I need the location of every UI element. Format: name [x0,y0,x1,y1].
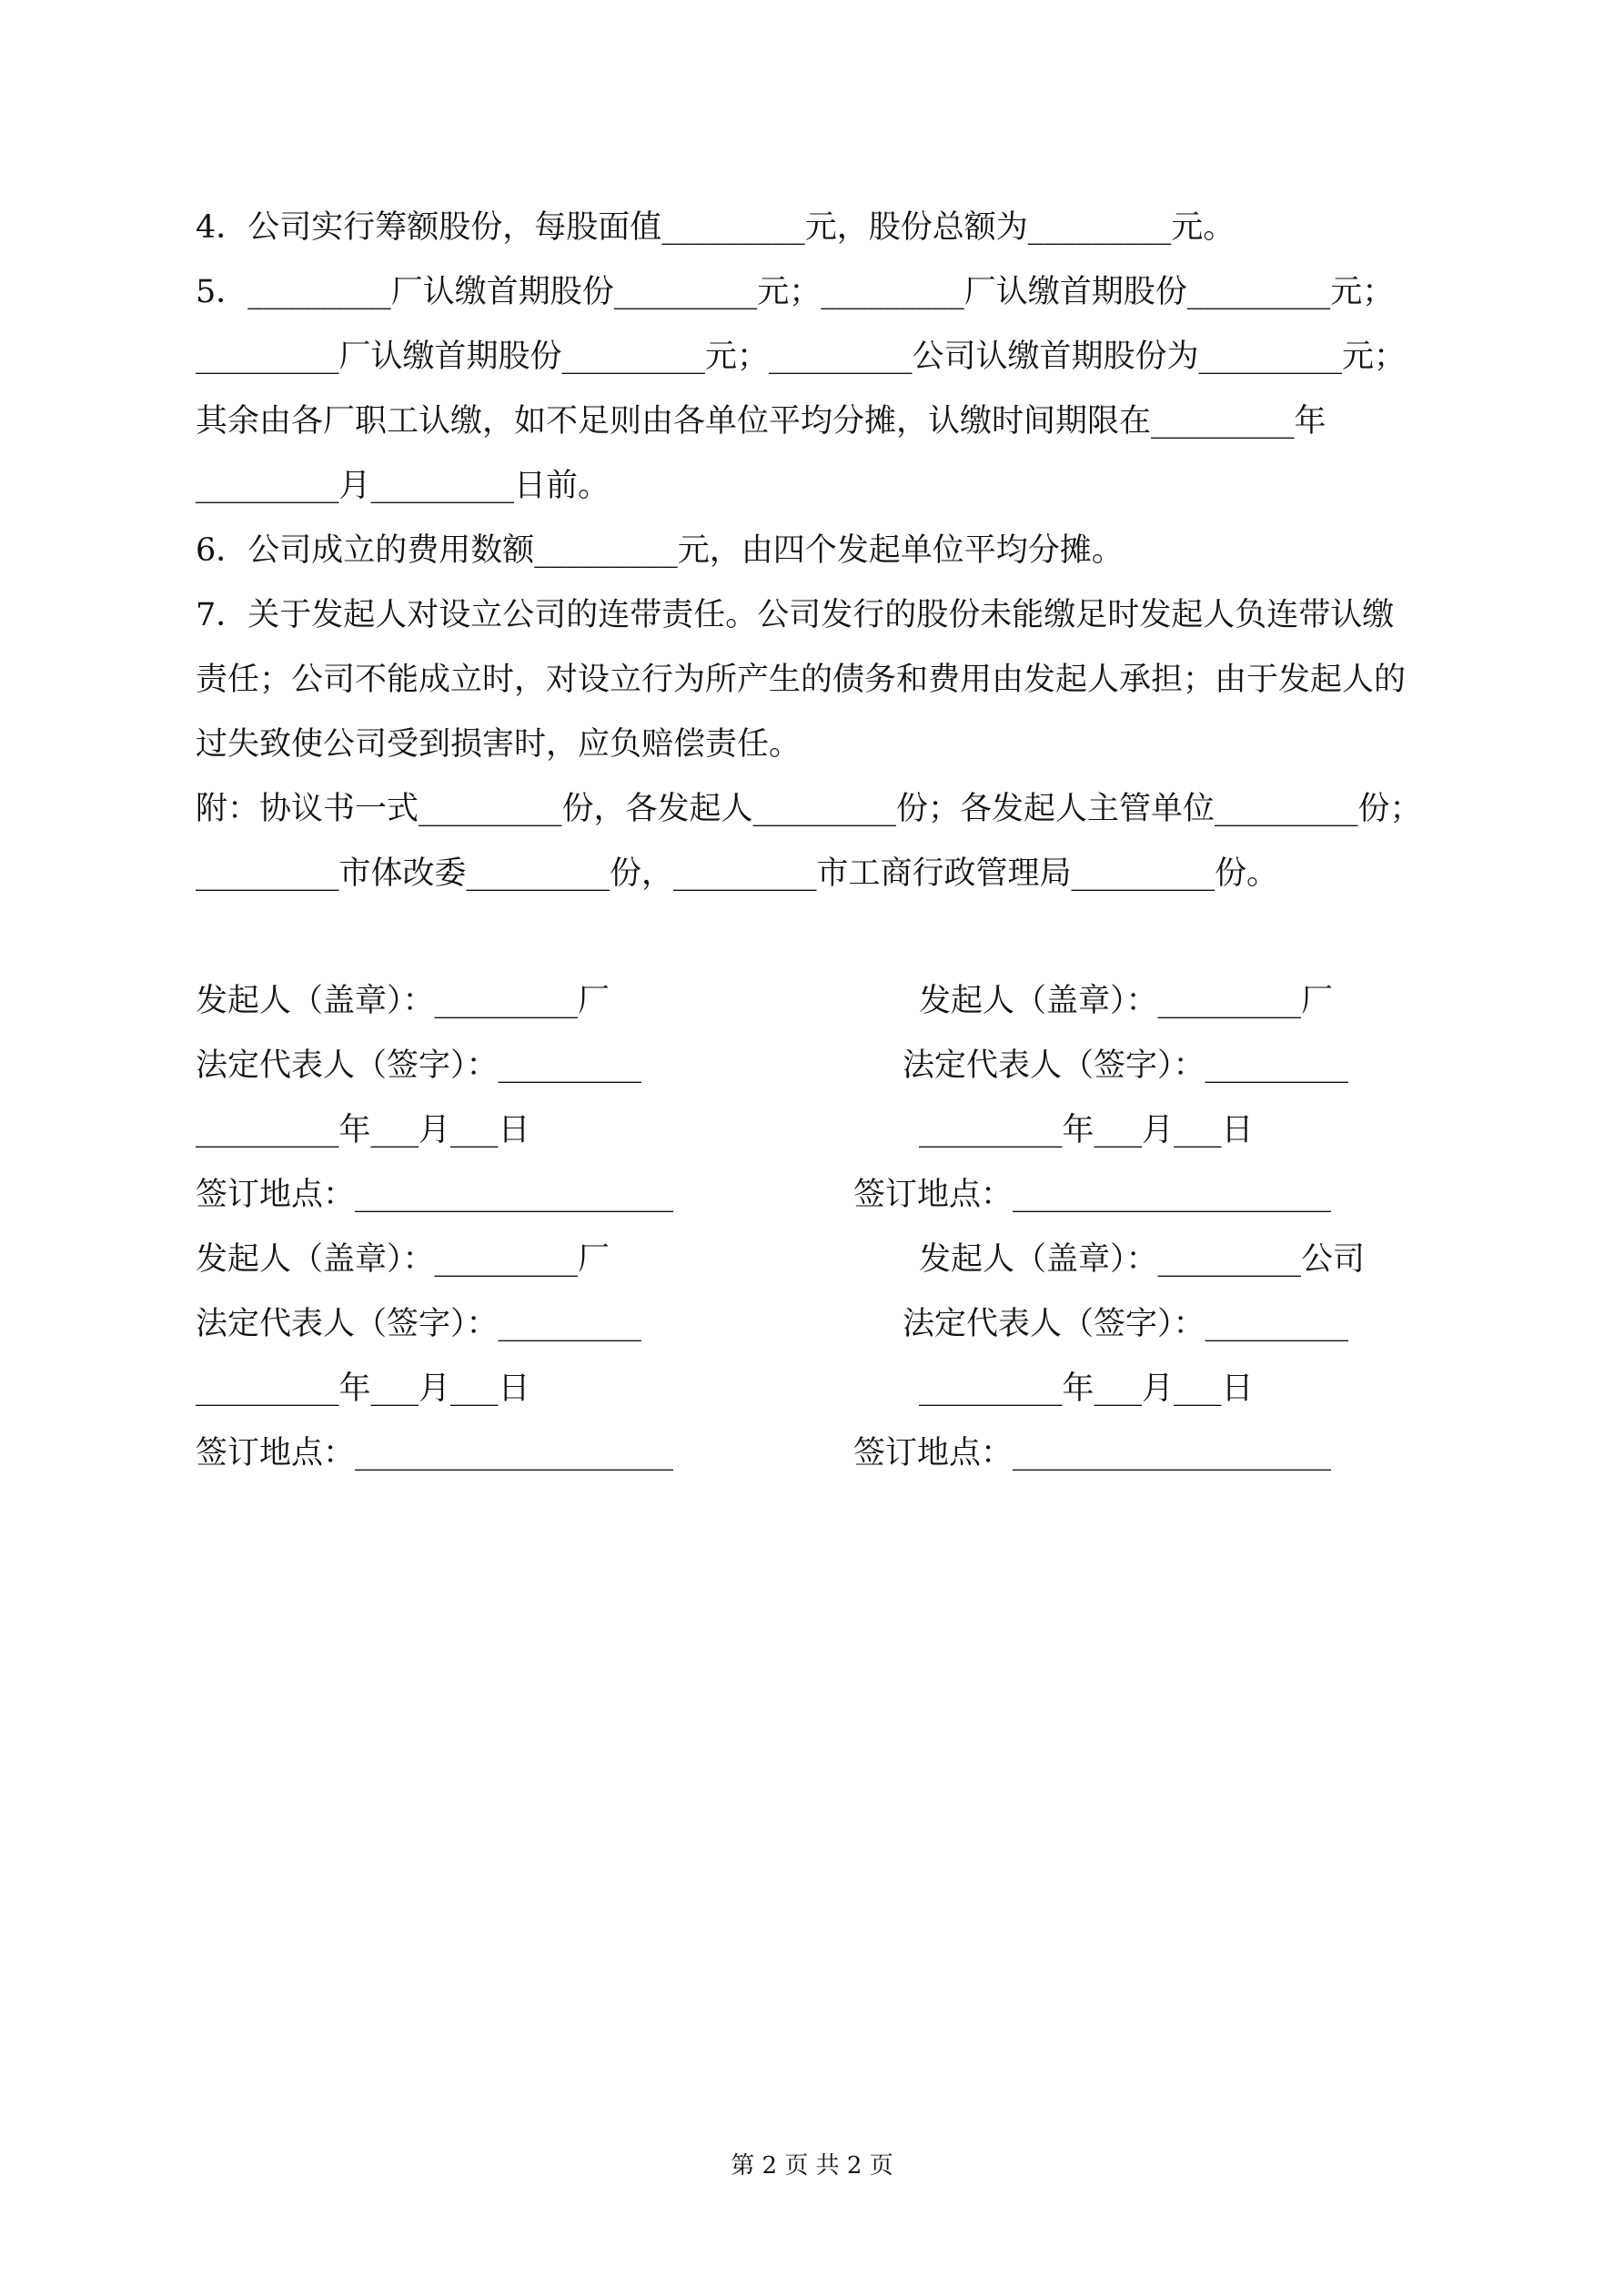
sig-3-place: 签订地点：____________________ [196,1435,674,1472]
clause-6: 6．公司成立的费用数额_________元，由四个发起单位平均分摊。 [196,532,1124,569]
clause-7-line-1: 7．关于发起人对设立公司的连带责任。公司发行的股份未能缴足时发起人负连带认缴 [196,597,1395,633]
sig-4-date: _________年___月___日 [919,1371,1254,1407]
clause-4: 4．公司实行筹额股份，每股面值_________元，股份总额为_________元。 [196,209,1236,246]
clause-5-line-1: 5．_________厂认缴首期股份_________元；_________厂认缴首期股份_________元； [196,274,1395,310]
page-number: 第 2 页 共 2 页 [731,2152,893,2180]
clause-5-line-2: _________厂认缴首期股份_________元；_________公司认缴首期股份为_________元； [196,339,1407,375]
sig-2-date: _________年___月___日 [919,1112,1254,1148]
sig-1-place: 签订地点：____________________ [196,1177,674,1213]
sig-1-date: _________年___月___日 [196,1112,530,1148]
appendix-line-1: 附：协议书一式_________份，各发起人_________份；各发起人主管单位_________份； [196,791,1422,827]
appendix-line-2: _________市体改委_________份，_________市工商行政管理局_________份。 [196,855,1279,892]
clause-7-line-2: 责任；公司不能成立时，对设立行为所产生的债务和费用由发起人承担；由于发起人的 [196,662,1407,698]
sig-3-founder: 发起人（盖章）：_________厂 [196,1241,610,1278]
sig-1-rep: 法定代表人（签字）：_________ [196,1047,642,1084]
sig-4-rep: 法定代表人（签字）：_________ [903,1306,1349,1342]
sig-1-founder: 发起人（盖章）：_________厂 [196,983,610,1019]
sig-3-rep: 法定代表人（签字）：_________ [196,1306,642,1342]
sig-2-founder: 发起人（盖章）：_________厂 [919,983,1334,1019]
sig-2-rep: 法定代表人（签字）：_________ [903,1047,1349,1084]
sig-4-founder: 发起人（盖章）：_________公司 [919,1241,1366,1278]
clause-5-line-3: 其余由各厂职工认缴，如不足则由各单位平均分摊，认缴时间期限在_________年 [196,403,1326,440]
sig-4-place: 签订地点：____________________ [853,1435,1332,1472]
sig-2-place: 签订地点：____________________ [853,1177,1332,1213]
clause-5-line-4: _________月_________日前。 [196,468,610,504]
clause-7-line-3: 过失致使公司受到损害时，应负赔偿责任。 [196,726,802,763]
sig-3-date: _________年___月___日 [196,1371,530,1407]
